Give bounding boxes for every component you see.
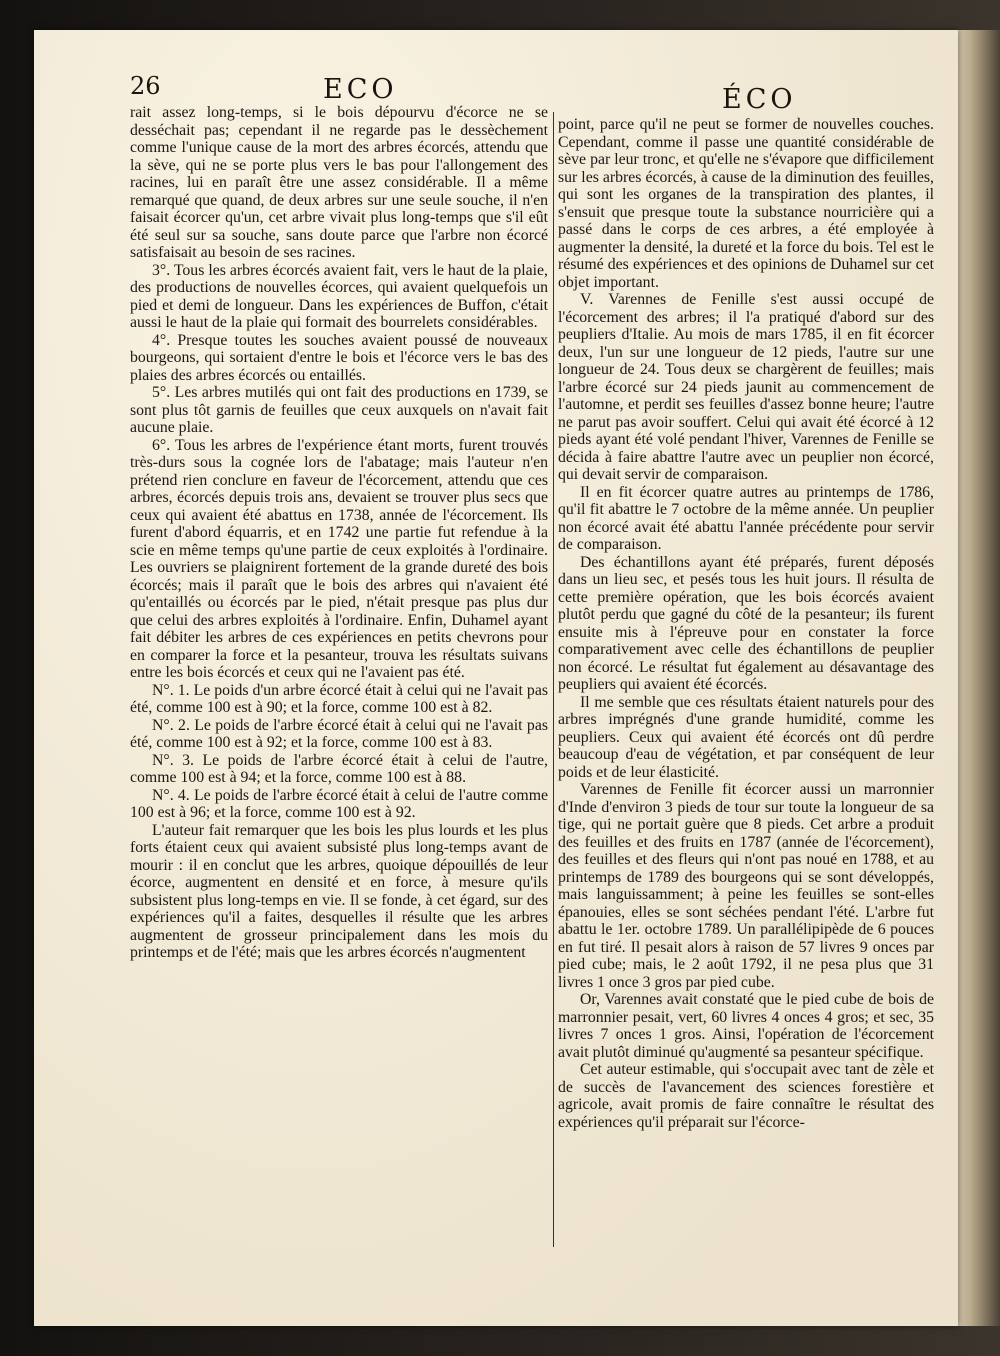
paragraph: N°. 1. Le poids d'un arbre écorcé était à celui qui ne l'avait pas été, comme 100 est à 90; et la force, comme 100 est à 82. bbox=[130, 681, 548, 716]
paragraph: 3°. Tous les arbres écorcés avaient fait, vers le haut de la plaie, des productions de nouvelles écorces, qui avaient quelquefois un pied et demi de longueur. Dans les expériences de Buffon, c'était aussi le haut de la plaie qui formait des bourrelets considérables. bbox=[130, 261, 548, 331]
paragraph: point, parce qu'il ne peut se former de nouvelles couches. Cependant, comme il passe une quantité considérable de sève par leur tronc, et qu'elle ne s'évapore que difficilement sur les arbres écorcés, à cause de la diminution des feuilles, qui sont les organes de la transpiration des plantes, il s'ensuit que presque toute la substance nourricière qui a passé dans le corps de ces arbres, a été employée à augmenter la densité, la dureté et la force du bois. Tel est le résumé des expériences et des opinions de Duhamel sur cet objet important. bbox=[558, 116, 934, 291]
paragraph: Il en fit écorcer quatre autres au printemps de 1786, qu'il fit abattre le 7 octobre de la même année. Un peuplier non écorcé avait été abattu l'année précédente pour servir de comparaison. bbox=[558, 483, 934, 553]
paragraph: N°. 2. Le poids de l'arbre écorcé était à celui qui ne l'avait pas été, comme 100 est à 92; et la force, comme 100 est à 83. bbox=[130, 716, 548, 751]
paragraph: L'auteur fait remarquer que les bois les plus lourds et les plus forts étaient ceux qui avaient subsisté plus long-temps avant de mourir : il en conclut que les arbres, quoique dépouillés de leur écorce, augmentent en densité et en force, à mesure qu'ils subsistent plus long-temps en vie. Il se fonde, à cet égard, sur des expériences qu'il a faites, desquelles il résulte que les arbres augmentent de grosseur principalement dans les mois du printemps et de l'été; mais que les arbres écorcés n'augmentent bbox=[130, 821, 548, 961]
paragraph: 5°. Les arbres mutilés qui ont fait des productions en 1739, se sont plus tôt garnis de feuilles que ceux auxquels on n'avait fait aucune plaie. bbox=[130, 384, 548, 436]
left-text-column bbox=[130, 104, 548, 962]
paragraph: V. Varennes de Fenille s'est aussi occupé de l'écorcement des arbres; il l'a pratiqué d'abord sur des peupliers d'Italie. Au mois de mars 1785, il en fit écorcer deux, l'un sur une longueur de 12 pieds, l'autre sur une longueur de 24. Tous deux se chargèrent de feuilles; mais l'arbre écorcé sur 24 pieds jaunit au commencement de l'automne, et perdit ses feuilles d'assez bonne heure; l'autre ne parut pas avoir souffert. Celui qui avait été écorcé à 12 pieds ayant été volé pendant l'hiver, Varennes de Fenille se décida à faire abattre l'autre avec un peuplier non écorcé, qui devait servir de comparaison. bbox=[558, 291, 934, 483]
paragraph: Cet auteur estimable, qui s'occupait avec tant de zèle et de succès de l'avancement des sciences forestière et agricole, avait promis de faire connaître le résultat des expériences qu'il préparait sur l'écorce- bbox=[558, 1061, 934, 1131]
paragraph: Il me semble que ces résultats étaient naturels pour des arbres imprégnés d'une grande humidité, comme les peupliers. Ceux qui avaient été écorcés ont dû perdre beaucoup d'eau de végétation, et par conséquent de leur poids et de leur élasticité. bbox=[558, 693, 934, 781]
page-number: 26 bbox=[130, 72, 161, 100]
running-head-left: ECO bbox=[323, 74, 398, 105]
paragraph: N°. 4. Le poids de l'arbre écorcé était à celui de l'autre comme 100 est à 96; et la force, comme 100 est à 92. bbox=[130, 786, 548, 821]
paragraph: 6°. Tous les arbres de l'expérience étant morts, furent trouvés très-durs sous la cognée lors de l'abatage; mais l'auteur n'en prétend rien conclure en faveur de l'écorcement, attendu que ces arbres, écorcés depuis trois ans, devaient se trouver plus secs que ceux qui avaient été abattus en 1738, année de l'écorcement. Ils furent d'abord équarris, et en 1742 une partie fut refendue à la scie en même temps qu'une partie de ceux exploités à l'ordinaire. Les ouvriers se plaignirent fortement de la grande dureté des bois écorcés; mais il paraît que le bois des arbres qui n'avaient été qu'entaillés ou écorcés par le pied, n'était presque pas plus dur que celui des arbres exploités à l'ordinaire. Enfin, Duhamel ayant fait débiter les arbres de ces expériences en petits chevrons pour en comparer la force et la pesanteur, trouva les résultats suivans entre les bois écorcés et ceux qui ne l'avaient pas été. bbox=[130, 436, 548, 681]
paragraph: Des échantillons ayant été préparés, furent déposés dans un lieu sec, et pesés tous les huit jours. Il résulta de cette première opération, que les bois écorcés avaient plutôt perdu que gagné du côté de la pesanteur; ils furent ensuite mis à l'épreuve pour en constater la force comparativement avec celle des échantillons de peuplier non écorcé. Le résultat fut également au désavantage des peupliers qui avaient été écorcés. bbox=[558, 553, 934, 693]
book-page-edge bbox=[958, 30, 1000, 1326]
right-text-column bbox=[558, 116, 934, 1131]
paragraph: Or, Varennes avait constaté que le pied cube de bois de marronnier pesait, vert, 60 livres 4 onces 4 gros; et sec, 35 livres 7 onces 1 gros. Ainsi, l'opération de l'écorcement avait plutôt diminué qu'augmenté sa pesanteur spécifique. bbox=[558, 991, 934, 1061]
paragraph: N°. 3. Le poids de l'arbre écorcé était à celui de l'autre, comme 100 est à 94; et la force, comme 100 est à 88. bbox=[130, 751, 548, 786]
paragraph: Varennes de Fenille fit écorcer aussi un marronnier d'Inde d'environ 3 pieds de tour sur toute la longueur de sa tige, qui ne portait guère que 8 pieds. Cet arbre a produit des feuilles et des fruits en 1787 (année de l'écorcement), des feuilles et des fleurs qui n'ont pas noué en 1788, et au printemps de 1789 des bourgeons qui se sont développés, mais languissamment; à peine les feuilles se sont-elles épanouies, elles se sont séchées pendant l'été. L'arbre fut abattu le 1er. octobre 1789. Un parallélipipède de 6 pouces en fut tiré. Il pesait alors à raison de 57 livres 9 onces par pied cube; mais, le 2 août 1792, il ne pesa plus que 31 livres 1 once 3 gros par pied cube. bbox=[558, 781, 934, 991]
paragraph: rait assez long-temps, si le bois dépourvu d'écorce ne se desséchait pas; cependant il ne regarde pas le dessèchement comme l'unique cause de la mort des arbres écorcés, attendu que la sève, qui ne se porte plus vers le bas pour l'allongement des racines, lui en paraît être une assez considérable. Il a même remarqué que quand, de deux arbres sur une seule souche, il n'en faisait écorcer qu'un, cet arbre vivait plus long-temps que s'il eût été seul sur sa souche, sans doute parce que l'arbre non écorcé satisfaisait au besoin de ses racines. bbox=[130, 104, 548, 261]
column-divider bbox=[553, 112, 554, 1247]
paragraph: 4°. Presque toutes les souches avaient poussé de nouveaux bourgeons, qui sortaient d'entre le bois et l'écorce vers le bas des plaies des arbres écorcés ou entaillés. bbox=[130, 331, 548, 384]
running-head-right: ÉCO bbox=[722, 84, 797, 115]
